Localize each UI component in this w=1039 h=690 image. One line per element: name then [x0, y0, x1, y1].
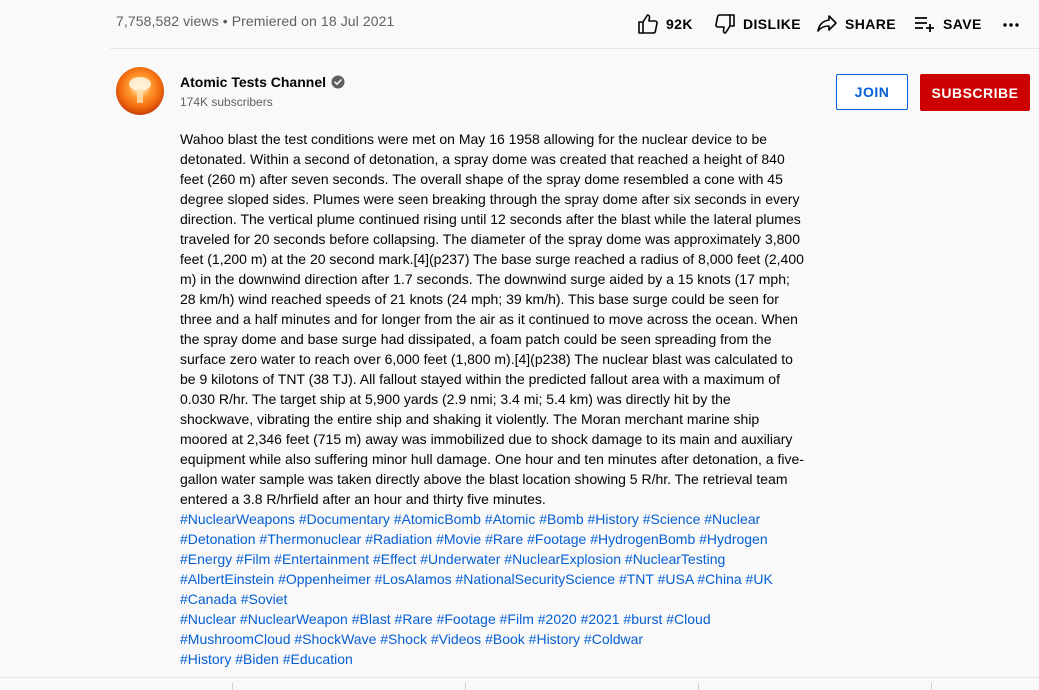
hashtag-link[interactable]: #History: [587, 511, 639, 527]
hashtag-link[interactable]: #ShockWave: [294, 631, 377, 647]
view-count: 7,758,582 views: [116, 13, 219, 29]
video-description: [180, 129, 805, 669]
hashtag-list: [180, 509, 805, 669]
divider-tick: [931, 683, 932, 690]
channel-avatar[interactable]: [116, 67, 164, 115]
subscribe-button[interactable]: SUBSCRIBE: [920, 74, 1030, 111]
hashtag-link[interactable]: #Movie: [436, 531, 482, 547]
description-text: Wahoo blast the test conditions were met on May 16 1958 allowing for the nuclear device to be detonated. Within a second of detonation, a spray dome was created that reached a height of 840 feet (260 m) after seven seconds. The overall shape of the spray dome resembled a cone with 45 degree sloped sides. Plumes were seen breaking through the spray dome after six seconds in every direction. The vertical plume continued rising until 12 seconds after the blast while the lateral plumes traveled for 20 seconds before collapsing. The diameter of the spray dome was approximately 3,800 feet (1,200 m) at the 20 second mark.[4](p237) The base surge reached a radius of 8,000 feet (2,400 m) in the downwind direction after 1.7 seconds. The downwind surge aided by a 15 knots (17 mph; 28 km/h) wind reached speeds of 21 knots (24 mph; 39 km/h). This base surge could be seen for three and a half minutes and for longer from the air as it continued to move across the ocean. When the spray dome and base surge had dissipated, a foam patch could be seen spreading from the surface zero water to reach over 6,000 feet (1,800 m).[4](p238) The nuclear blast was calculated to be 9 kilotons of TNT (38 TJ). All fallout stayed within the predicted fallout area with a maximum of 0.030 R/hr. The target ship at 5,900 yards (2.9 nmi; 3.4 mi; 5.4 km) was directly hit by the shockwave, vibrating the entire ship and shaking it violently. The Moran merchant marine ship moored at 2,346 feet (715 m) away was immobilized due to shock damage to its main and auxiliary equipment while also suffering minor hull damage. One hour and ten minutes after detonation, a five-gallon water sample was taken directly above the blast location showing 5 R/hr. The retrieval team entered a 3.8 R/hrfield after an hour and thirty five minutes.: [180, 131, 804, 507]
hashtag-link[interactable]: #Rare: [485, 531, 524, 547]
channel-name: Atomic Tests Channel: [180, 74, 326, 90]
hashtag-link[interactable]: #Detonation: [180, 531, 256, 547]
hashtag-link[interactable]: #Effect: [373, 551, 417, 567]
like-count: 92K: [666, 16, 693, 32]
hashtag-link[interactable]: #Videos: [430, 631, 482, 647]
video-actions: [636, 12, 1023, 36]
channel-name-link[interactable]: [180, 74, 345, 90]
hashtag-line: [180, 529, 805, 549]
hashtag-link[interactable]: #burst: [623, 611, 663, 627]
hashtag-link[interactable]: #Footage: [436, 611, 496, 627]
hashtag-link[interactable]: #Canada: [180, 591, 237, 607]
hashtag-link[interactable]: #Shock: [380, 631, 427, 647]
hashtag-line: [180, 589, 805, 609]
thumbs-up-icon: [636, 12, 660, 36]
channel-owner-row: [0, 49, 1039, 129]
hashtag-line: [180, 609, 805, 629]
hashtag-link[interactable]: #NuclearWeapon: [239, 611, 348, 627]
hashtag-link[interactable]: #2020: [537, 611, 577, 627]
hashtag-link[interactable]: #NuclearTesting: [624, 551, 726, 567]
hashtag-link[interactable]: #Nuclear: [180, 611, 237, 627]
save-button[interactable]: [913, 12, 998, 36]
hashtag-line: [180, 629, 805, 649]
hashtag-line: [180, 649, 805, 669]
meta-separator: •: [222, 13, 228, 29]
hashtag-link[interactable]: #Coldwar: [583, 631, 644, 647]
hashtag-link[interactable]: #TNT: [618, 571, 654, 587]
hashtag-line: [180, 569, 805, 589]
hashtag-link[interactable]: #Documentary: [298, 511, 390, 527]
more-horizontal-icon: [999, 12, 1023, 36]
divider-tick: [698, 683, 699, 690]
hashtag-link[interactable]: #USA: [657, 571, 694, 587]
playlist-add-icon: [913, 12, 937, 36]
hashtag-link[interactable]: #Radiation: [365, 531, 433, 547]
save-label: SAVE: [943, 16, 982, 32]
hashtag-link[interactable]: #AtomicBomb: [393, 511, 481, 527]
dislike-button[interactable]: [713, 12, 815, 36]
join-button[interactable]: JOIN: [836, 74, 908, 110]
hashtag-link[interactable]: #NuclearWeapons: [180, 511, 295, 527]
hashtag-link[interactable]: #Hydrogen: [699, 531, 768, 547]
hashtag-link[interactable]: #Underwater: [420, 551, 501, 567]
hashtag-link[interactable]: #2021: [580, 611, 620, 627]
premiere-date: Premiered on 18 Jul 2021: [231, 13, 395, 29]
dislike-label: DISLIKE: [743, 16, 802, 32]
thumbs-down-icon: [713, 12, 737, 36]
hashtag-link[interactable]: #Cloud: [666, 611, 711, 627]
hashtag-link[interactable]: #HydrogenBomb: [590, 531, 696, 547]
hashtag-link[interactable]: #NuclearExplosion: [504, 551, 622, 567]
mushroom-stem-image: [137, 89, 143, 103]
hashtag-link[interactable]: #NationalSecurityScience: [455, 571, 616, 587]
share-button[interactable]: [815, 12, 913, 36]
hashtag-link[interactable]: #Footage: [527, 531, 587, 547]
hashtag-link[interactable]: #LosAlamos: [374, 571, 452, 587]
hashtag-link[interactable]: #Biden: [235, 651, 279, 667]
hashtag-link[interactable]: #Rare: [394, 611, 433, 627]
hashtag-link[interactable]: #Entertainment: [274, 551, 370, 567]
share-label: SHARE: [845, 16, 897, 32]
subscriber-count: 174K subscribers: [180, 95, 273, 109]
hashtag-link[interactable]: #Nuclear: [704, 511, 761, 527]
hashtag-link[interactable]: #Thermonuclear: [259, 531, 362, 547]
divider-tick: [465, 683, 466, 690]
hashtag-link[interactable]: #China: [697, 571, 742, 587]
divider-tick: [232, 683, 233, 690]
hashtag-link[interactable]: #MushroomCloud: [180, 631, 291, 647]
hashtag-line: [180, 509, 805, 529]
hashtag-link[interactable]: #UK: [745, 571, 773, 587]
hashtag-link[interactable]: #Blast: [351, 611, 391, 627]
hashtag-link[interactable]: #Film: [499, 611, 534, 627]
hashtag-link[interactable]: #Oppenheimer: [278, 571, 371, 587]
bottom-divider: [0, 677, 1039, 678]
hashtag-link[interactable]: #Science: [642, 511, 701, 527]
hashtag-link[interactable]: #History: [180, 651, 232, 667]
hashtag-link[interactable]: #Energy: [180, 551, 233, 567]
more-actions-button[interactable]: [999, 12, 1023, 36]
hashtag-link[interactable]: #Atomic: [484, 511, 536, 527]
hashtag-link[interactable]: #Film: [236, 551, 271, 567]
hashtag-link[interactable]: #Bomb: [539, 511, 584, 527]
view-count-and-date: [116, 13, 394, 29]
hashtag-link[interactable]: #Book: [485, 631, 525, 647]
like-button[interactable]: [636, 12, 713, 36]
hashtag-link[interactable]: #AlbertEinstein: [180, 571, 275, 587]
hashtag-link[interactable]: #Soviet: [240, 591, 288, 607]
video-info-row: [0, 0, 1039, 49]
hashtag-link[interactable]: #Education: [282, 651, 353, 667]
share-arrow-icon: [815, 12, 839, 36]
hashtag-line: [180, 549, 805, 569]
hashtag-link[interactable]: #History: [528, 631, 581, 647]
verified-badge-icon: [331, 75, 345, 89]
